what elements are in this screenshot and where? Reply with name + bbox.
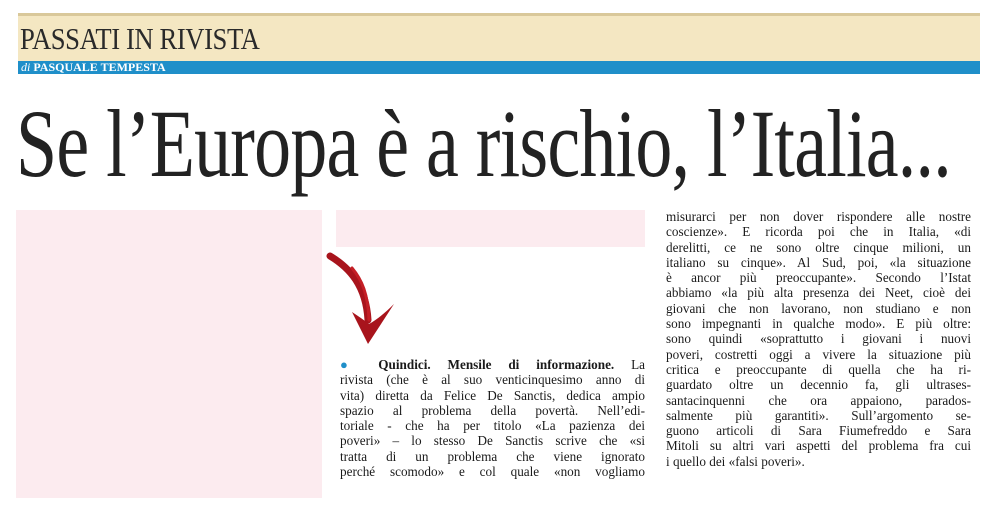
article-line: i quello dei «falsi poveri». (666, 453, 805, 469)
article-line: sono impegnanti in qualche modo». E più oltre: (666, 316, 971, 332)
article-line: derelitti, ce ne sono oltre cinque milioni, un (666, 239, 971, 255)
article-line: perché scomodo» e col quale «non vogliamo (340, 464, 645, 480)
article-line: rivista (che è al suo venticinquesimo anno di (340, 372, 645, 388)
article-line: La (631, 357, 645, 372)
article-line: spazio al problema della povertà. Nell’edi- (340, 402, 645, 418)
article-line: critica e preoccupante di quella che ha ri- (666, 361, 971, 377)
article-line: italiano su cinque». Al Sud, poi, «la situazione (666, 254, 971, 270)
article-line: poveri, costretti oggi a vivere la situazione più (666, 346, 971, 362)
bullet-dot-icon: ● (340, 357, 362, 372)
article-line: misurarci per non dover rispondere alle nostre (666, 209, 971, 224)
article-line: Mitoli su altri vari aspetti del problema fra cui (666, 438, 971, 454)
section-title: PASSATI IN RIVISTA (20, 21, 260, 56)
image-top-middle (336, 210, 645, 247)
article-line: guardato oltre un decennio fa, gli ultrases- (666, 377, 971, 393)
article-line: salmente più garantiti». Sull’argomento se- (666, 407, 971, 423)
author-name: PASQUALE TEMPESTA (33, 60, 166, 74)
article-line: tratta di un problema che viene ignorato (340, 448, 645, 464)
article-line: toriale - che ha per titolo «La pazienza dei (340, 418, 645, 434)
article-lead: Quindici. Mensile di informazione. (378, 357, 615, 372)
headline: Se l’Europa è a rischio, l’Italia... (16, 90, 951, 197)
article-line: vita) diretta da Felice De Sanctis, dedica ampio (340, 387, 645, 403)
red-arrow-icon (322, 250, 412, 350)
article-line: sono quindi «soprattutto i giovani i nuovi (666, 331, 971, 347)
author-prefix: di (21, 60, 31, 74)
image-left (16, 210, 322, 498)
article-line: coscienze». E ricorda poi che in Italia, «di (666, 224, 971, 240)
article-column-right (666, 209, 971, 469)
article-line: giovani che non lavorano, non studiano e non (666, 300, 971, 316)
article-column-middle (340, 357, 645, 479)
author-byline (21, 60, 166, 74)
article-line: santacinquenni che ora appaiono, parados- (666, 392, 971, 408)
article-line: guono articoli di Sara Fiumefreddo e Sara (666, 423, 971, 439)
article-line: poveri» – lo stesso De Sanctis scrive che «si (340, 433, 645, 449)
article-line: è ancor più preoccupante». Secondo l’Istat (666, 270, 971, 286)
article-line: abbiamo «la più alta presenza dei Neet, cioè dei (666, 285, 971, 301)
